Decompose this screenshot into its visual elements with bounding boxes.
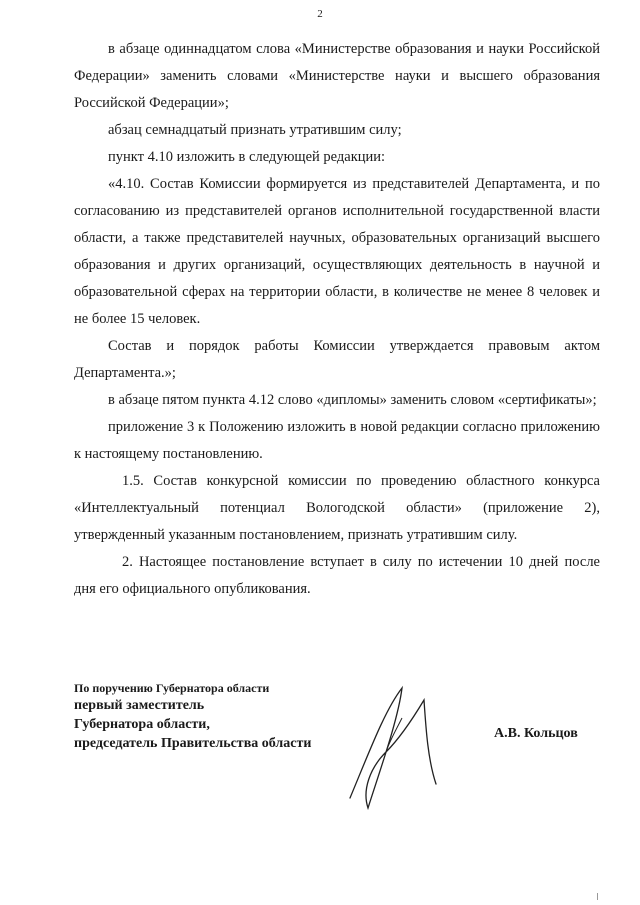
signatory-name: А.В. Кольцов bbox=[494, 726, 578, 741]
signatory-line-1: По поручению Губернатора области bbox=[74, 681, 270, 695]
handwritten-signature bbox=[340, 680, 460, 820]
scan-mark bbox=[597, 893, 598, 900]
paragraph-7: приложение 3 к Положению изложить в новой редакции согласно приложению к настоящему постановлению. bbox=[74, 419, 600, 462]
signatory-block bbox=[74, 680, 311, 753]
paragraph-1: в абзаце одиннадцатом слова «Министерстве образования и науки Российской Федерации» заменить словами «Министерстве науки и высшего образования Российской Федерации»; bbox=[74, 41, 600, 111]
paragraph-2: абзац семнадцатый признать утратившим силу; bbox=[108, 122, 402, 138]
page-number: 2 bbox=[317, 8, 323, 20]
paragraph-6: в абзаце пятом пункта 4.12 слово «дипломы» заменить словом «сертификаты»; bbox=[108, 392, 597, 408]
paragraph-3: пункт 4.10 изложить в следующей редакции: bbox=[108, 149, 386, 165]
paragraph-9: 2. Настоящее постановление вступает в силу по истечении 10 дней после дня его официального опубликования. bbox=[74, 554, 600, 597]
paragraph-4: «4.10. Состав Комиссии формируется из представителей Департамента, и по согласованию из представителей органов исполнительной государственной власти области, а также представителей научных, образовательных организаций высшего образования и других организаций, осуществляющих деятельность в научной и образовательной сферах на территории области, в количестве не менее 8 человек и не более 15 человек. bbox=[74, 176, 600, 327]
document-body bbox=[74, 36, 600, 603]
signatory-line-2: первый заместитель bbox=[74, 698, 205, 713]
signatory-line-4: председатель Правительства области bbox=[74, 736, 312, 751]
paragraph-5: Состав и порядок работы Комиссии утверждается правовым актом Департамента.»; bbox=[74, 338, 600, 381]
signatory-line-3: Губернатора области, bbox=[74, 717, 210, 732]
paragraph-8: 1.5. Состав конкурсной комиссии по проведению областного конкурса «Интеллектуальный потенциал Вологодской области» (приложение 2), утвержденный указанным постановлением, признать утратившим силу. bbox=[74, 473, 600, 543]
